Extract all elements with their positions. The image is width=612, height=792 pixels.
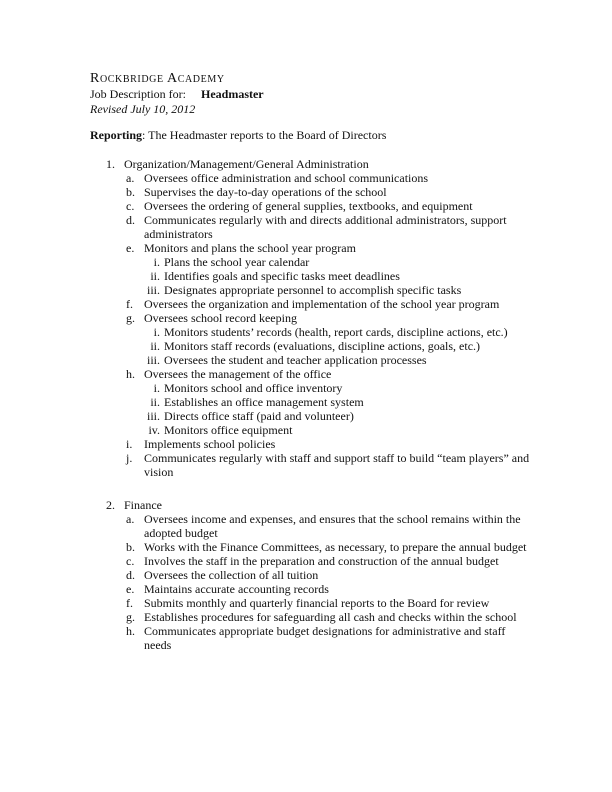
list-item (90, 297, 530, 311)
reporting-text: : The Headmaster reports to the Board of Directors (142, 128, 387, 142)
sub-list-item-text: Establishes an office management system (164, 395, 364, 409)
list-item (90, 540, 530, 554)
list-item (90, 554, 530, 568)
list-item (90, 171, 530, 185)
sub-list-item-marker: iii. (146, 409, 160, 423)
sub-list-item-text: Identifies goals and specific tasks meet deadlines (164, 269, 400, 283)
job-prefix: Job Description for: (90, 87, 186, 101)
list-item-marker: b. (126, 540, 135, 554)
list-item-marker: i. (126, 437, 133, 451)
list-item-text: Implements school policies (144, 437, 276, 451)
sub-list-item (90, 381, 530, 395)
sub-list-item-marker: ii. (150, 339, 160, 353)
section-organization (90, 157, 530, 479)
list-item (90, 437, 530, 451)
list-item-text: Oversees office administration and school communications (144, 171, 429, 185)
sub-list-item-marker: i. (153, 325, 160, 339)
list-item (90, 624, 530, 652)
section-number: 1. (106, 157, 115, 171)
list-item-text: Oversees the ordering of general supplies, textbooks, and equipment (144, 199, 473, 213)
list-item-marker: e. (126, 241, 135, 255)
sub-list-item-text: Designates appropriate personnel to accomplish specific tasks (164, 283, 462, 297)
sub-list-item (90, 353, 530, 367)
list-item-marker: d. (126, 213, 135, 227)
list-item (90, 199, 530, 213)
list-item (90, 512, 530, 540)
sub-list-item-text: Monitors students’ records (health, report cards, discipline actions, etc.) (164, 325, 508, 339)
list-item-marker: h. (126, 624, 135, 638)
sub-list-item-marker: ii. (150, 269, 160, 283)
section-title (90, 498, 530, 512)
list-item-text: Involves the staff in the preparation and construction of the annual budget (144, 554, 499, 568)
list-item-marker: a. (126, 512, 135, 526)
sub-list-item-marker: iii. (146, 283, 160, 297)
list-item-text: Supervises the day-to-day operations of the school (144, 185, 387, 199)
list-item (90, 582, 530, 596)
reporting-label: Reporting (90, 128, 142, 142)
sub-list-item-text: Oversees the student and teacher application processes (164, 353, 427, 367)
sub-list-item-text: Monitors office equipment (164, 423, 293, 437)
sub-list-item (90, 269, 530, 283)
list-item-text: Maintains accurate accounting records (144, 582, 329, 596)
sub-list-item-marker: ii. (150, 395, 160, 409)
list-item (90, 311, 530, 325)
list-item-text: Monitors and plans the school year program (144, 241, 356, 255)
list-item-marker: c. (126, 554, 135, 568)
list-item (90, 451, 530, 479)
list-item-marker: j. (126, 451, 133, 465)
sub-list-item-text: Directs office staff (paid and volunteer) (164, 409, 354, 423)
list-item-marker: a. (126, 171, 135, 185)
list-item (90, 213, 530, 241)
list-item-text: Oversees the collection of all tuition (144, 568, 319, 582)
list-item (90, 185, 530, 199)
list-item-text: Communicates appropriate budget designations for administrative and staff needs (144, 624, 506, 652)
list-item-text: Oversees school record keeping (144, 311, 297, 325)
list-item-marker: f. (126, 297, 133, 311)
list-item-marker: g. (126, 610, 135, 624)
list-item-text: Establishes procedures for safeguarding all cash and checks within the school (144, 610, 517, 624)
list-item-marker: b. (126, 185, 135, 199)
list-item-marker: c. (126, 199, 135, 213)
section-items-list (90, 512, 530, 652)
sub-list-item (90, 283, 530, 297)
org-name: Rockbridge Academy (90, 71, 225, 86)
section-title-text: Finance (124, 498, 162, 512)
list-item-text: Communicates regularly with and directs additional administrators, support administrators (144, 213, 507, 241)
sub-list-item-text: Monitors staff records (evaluations, discipline actions, goals, etc.) (164, 339, 481, 353)
sub-list-item-marker: i. (153, 255, 160, 269)
list-item (90, 367, 530, 381)
sub-list-item-marker: iii. (146, 353, 160, 367)
list-item-text: Oversees the management of the office (144, 367, 332, 381)
section-finance (90, 498, 530, 652)
job-description-line (90, 87, 264, 102)
section-title (90, 157, 530, 171)
list-item-marker: h. (126, 367, 135, 381)
sub-list-item-marker: i. (153, 381, 160, 395)
document-header (90, 71, 264, 117)
sub-list-item (90, 423, 530, 437)
list-item-marker: d. (126, 568, 135, 582)
list-item-text: Works with the Finance Committees, as necessary, to prepare the annual budget (144, 540, 527, 554)
sub-list-item-text: Monitors school and office inventory (164, 381, 343, 395)
list-item (90, 568, 530, 582)
list-item-marker: f. (126, 596, 133, 610)
list-item-text: Oversees the organization and implementation of the school year program (144, 297, 500, 311)
section-items-list (90, 171, 530, 479)
sub-list-item (90, 325, 530, 339)
sub-list-item (90, 409, 530, 423)
section-title-text: Organization/Management/General Administration (124, 157, 369, 171)
revised-date: Revised July 10, 2012 (90, 102, 196, 116)
sub-list-item (90, 395, 530, 409)
sub-list-item-text: Plans the school year calendar (164, 255, 310, 269)
list-item (90, 610, 530, 624)
sub-list-item (90, 255, 530, 269)
reporting-line (90, 128, 386, 143)
sub-list-item-marker: iv. (148, 423, 160, 437)
list-item-marker: g. (126, 311, 135, 325)
section-number: 2. (106, 498, 115, 512)
job-title: Headmaster (200, 87, 264, 101)
list-item-text: Oversees income and expenses, and ensures that the school remains within the adopted budget (144, 512, 521, 540)
list-item-marker: e. (126, 582, 135, 596)
list-item-text: Submits monthly and quarterly financial reports to the Board for review (144, 596, 490, 610)
list-item (90, 241, 530, 255)
sub-list-item (90, 339, 530, 353)
list-item-text: Communicates regularly with staff and support staff to build “team players” and vision (144, 451, 530, 479)
list-item (90, 596, 530, 610)
